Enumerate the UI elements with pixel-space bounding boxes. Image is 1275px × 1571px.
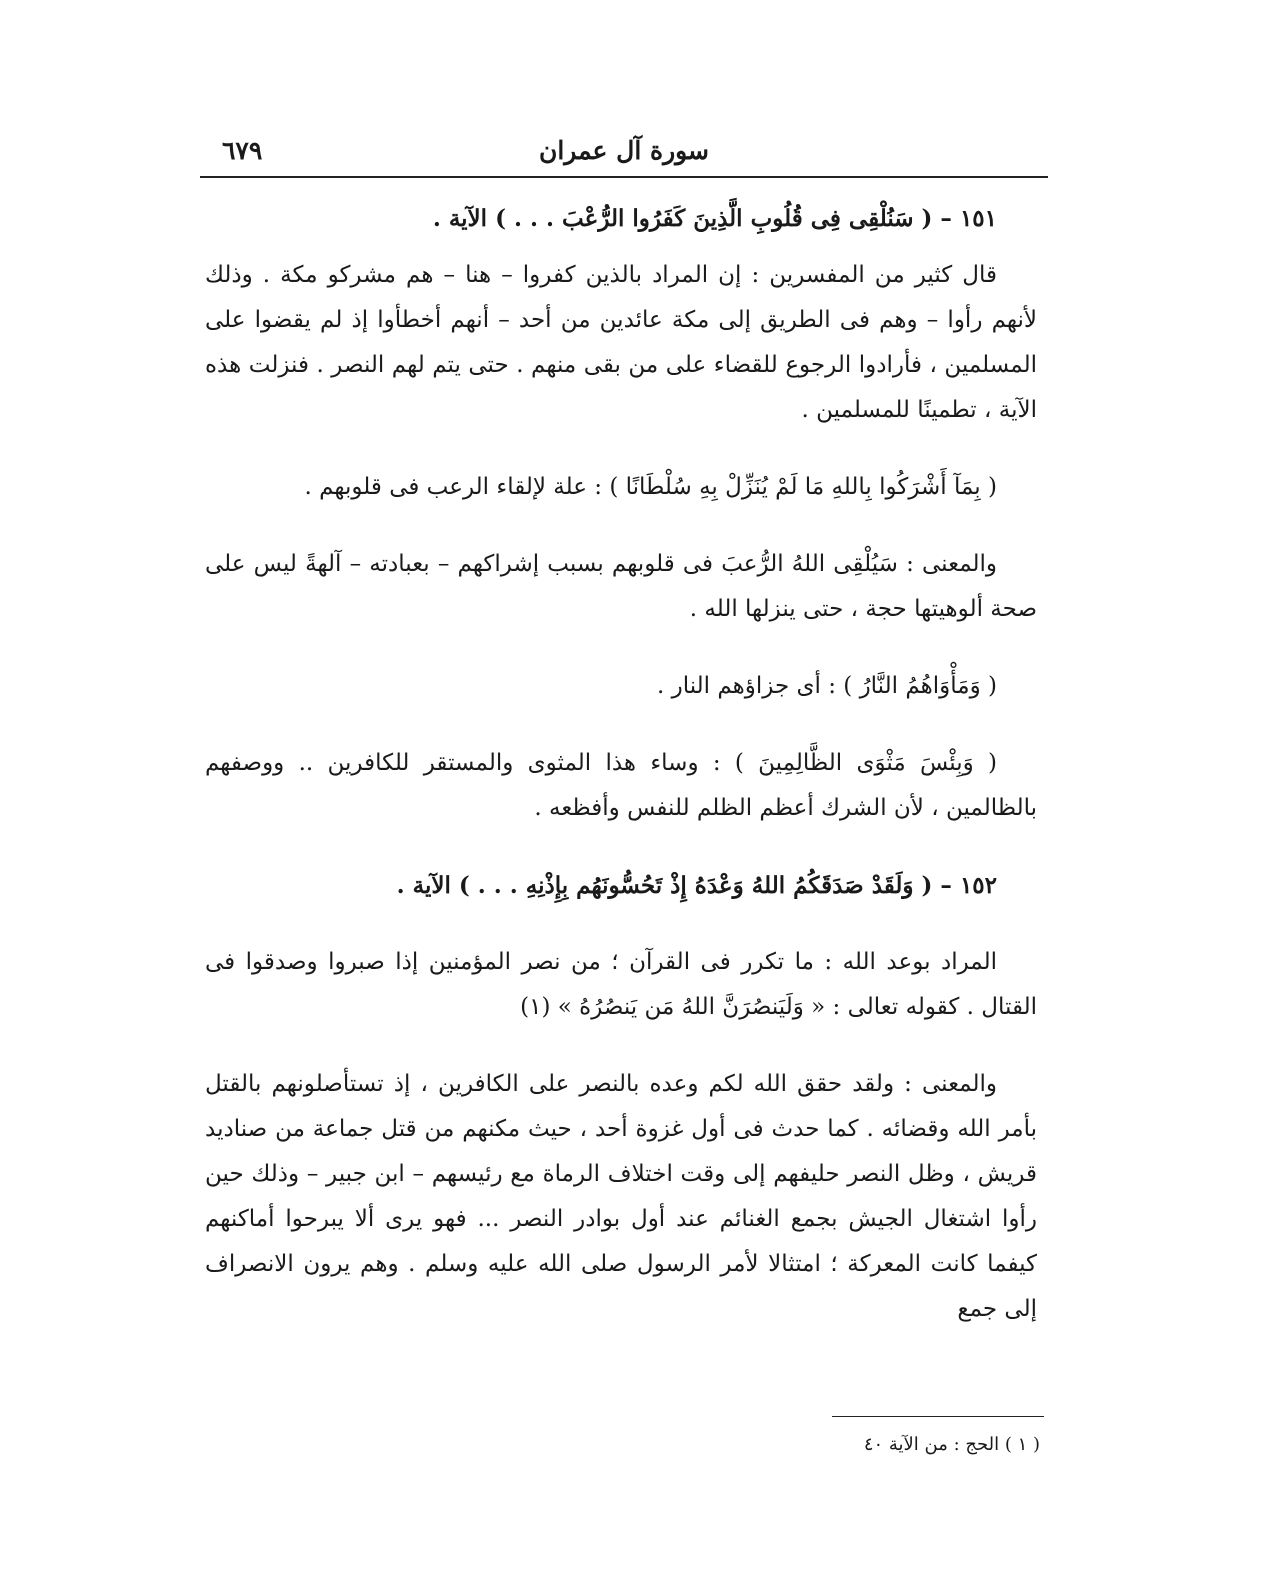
verse-heading-151: ١٥١ – ( سَنُلْقِى فِى قُلُوبِ الَّذِينَ كَفَرُوا الرُّعْبَ . . . ) الآية .: [432, 205, 997, 232]
paragraph: قال كثير من المفسرين : إن المراد بالذين كفروا – هنا – هم مشركو مكة . وذلك لأنهم رأوا – وهم فى الطريق إلى مكة عائدين من أحد – أنهم أخطأوا إذ لم يقضوا على المسلمين ، فأرادوا الرجوع للقضاء على من بقى منهم . حتى يتم لهم النصر . فنزلت هذه الآية ، تطمينًا للمسلمين .: [205, 262, 1037, 423]
paragraph: والمعنى : سَيُلْقِى اللهُ الرُّعبَ فى قلوبهم بسبب إشراكهم – بعبادته – آلهةً ليس على صحة ألوهيتها حجة ، حتى ينزلها الله .: [205, 551, 1037, 622]
paragraph: المراد بوعد الله : ما تكرر فى القرآن ؛ من نصر المؤمنين إذا صبروا وصدقوا فى القتال . كقوله تعالى : « وَلَيَنصُرَنَّ اللهُ مَن يَنصُرُهُ » (١): [205, 949, 1037, 1020]
page-number: ٦٧٩: [222, 136, 263, 165]
footnote-divider: [832, 1416, 1044, 1417]
page-body: [205, 196, 1037, 1332]
paragraph: ( وَبِئْسَ مَثْوَى الظَّالِمِينَ ) : وساء هذا المثوى والمستقر للكافرين .. ووصفهم بالظالمين ، لأن الشرك أعظم الظلم للنفس وأفظعه .: [205, 750, 1037, 821]
surah-title: سورة آل عمران: [538, 136, 710, 165]
verse-heading-152: ١٥٢ – ( وَلَقَدْ صَدَقَكُمُ اللهُ وَعْدَهُ إِذْ تَحُسُّونَهُم بِإِذْنِهِ . . . ) الآية .: [396, 872, 997, 899]
footnote: ( ١ ) الحج : من الآية ٤٠: [863, 1434, 1040, 1455]
paragraph: ( بِمَآ أَشْرَكُوا بِاللهِ مَا لَمْ يُنَزِّلْ بِهِ سُلْطَانًا ) : علة لإلقاء الرعب فى قلوبهم .: [304, 474, 997, 500]
page-header: [200, 130, 1048, 178]
paragraph: والمعنى : ولقد حقق الله لكم وعده بالنصر على الكافرين ، إذ تستأصلونهم بالقتل بأمر الله وقضائه . كما حدث فى أول غزوة أحد ، حيث مكنهم من قتل جماعة من صناديد قريش ، وظل النصر حليفهم إلى وقت اختلاف الرماة مع رئيسهم – ابن جبير – وذلك حين رأوا اشتغال الجيش بجمع الغنائم عند أول بوادر النصر ... فهو يرى ألا يبرحوا أماكنهم كيفما كانت المعركة ؛ امتثالا لأمر الرسول صلى الله عليه وسلم . وهم يرون الانصراف إلى جمع: [205, 1071, 1037, 1322]
paragraph: ( وَمَأْوَاهُمُ النَّارُ ) : أى جزاؤهم النار .: [656, 673, 997, 699]
